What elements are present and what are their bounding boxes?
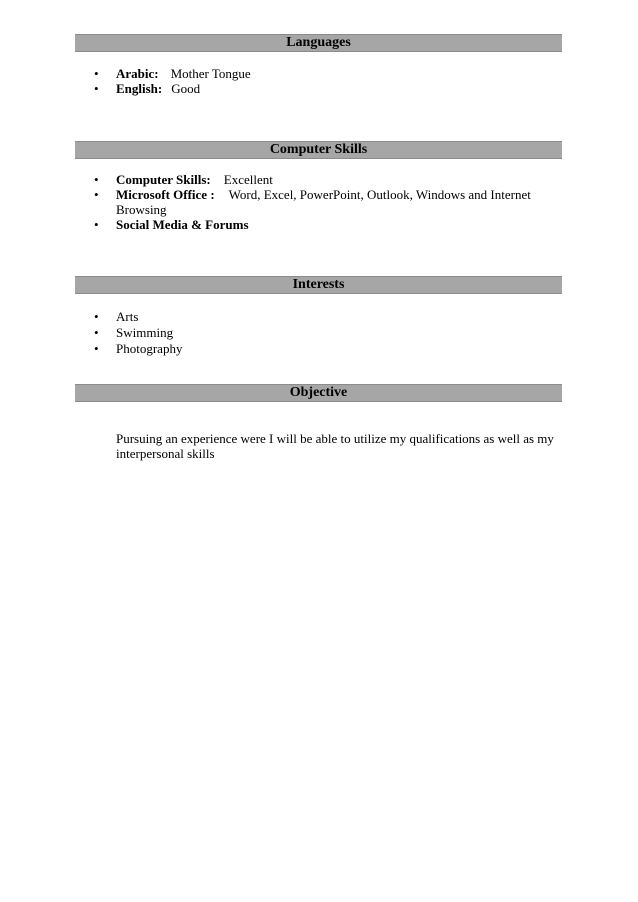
interest-text: Arts [116, 309, 139, 324]
languages-list [0, 66, 638, 96]
languages-heading: Languages [75, 34, 562, 52]
list-item [0, 309, 638, 324]
interests-heading: Interests [75, 276, 562, 294]
interests-list [0, 309, 638, 356]
objective-text: Pursuing an experience were I will be able to utilize my qualifications as well as my interpersonal skills [116, 431, 554, 461]
skill-value: Excellent [223, 172, 273, 187]
list-item [0, 172, 638, 187]
list-item [0, 66, 638, 81]
interest-text: Swimming [116, 325, 174, 340]
objective-heading: Objective [75, 384, 562, 402]
bullet-icon: • [94, 309, 99, 324]
language-value: Mother Tongue [170, 66, 251, 81]
bullet-icon: • [94, 341, 99, 356]
bullet-icon: • [94, 81, 99, 96]
skill-value: Word, Excel, PowerPoint, Outlook, Windows and Internet Browsing [116, 187, 531, 217]
skill-label: Social Media & Forums [116, 217, 249, 232]
computer-skills-heading: Computer Skills [75, 141, 562, 159]
bullet-icon: • [94, 172, 99, 187]
list-item [0, 217, 638, 232]
list-item [0, 341, 638, 356]
computer-skills-list [0, 172, 638, 232]
skill-label: Computer Skills: [116, 172, 211, 187]
bullet-icon: • [94, 325, 99, 340]
language-label: Arabic: [116, 66, 159, 81]
skill-label: Microsoft Office : [116, 187, 215, 202]
bullet-icon: • [94, 217, 99, 232]
bullet-icon: • [94, 66, 99, 81]
language-label: English: [116, 81, 163, 96]
list-item [0, 187, 638, 217]
bullet-icon: • [94, 187, 99, 202]
language-value: Good [171, 81, 201, 96]
list-item [0, 81, 638, 96]
list-item [0, 325, 638, 340]
interest-text: Photography [116, 341, 183, 356]
